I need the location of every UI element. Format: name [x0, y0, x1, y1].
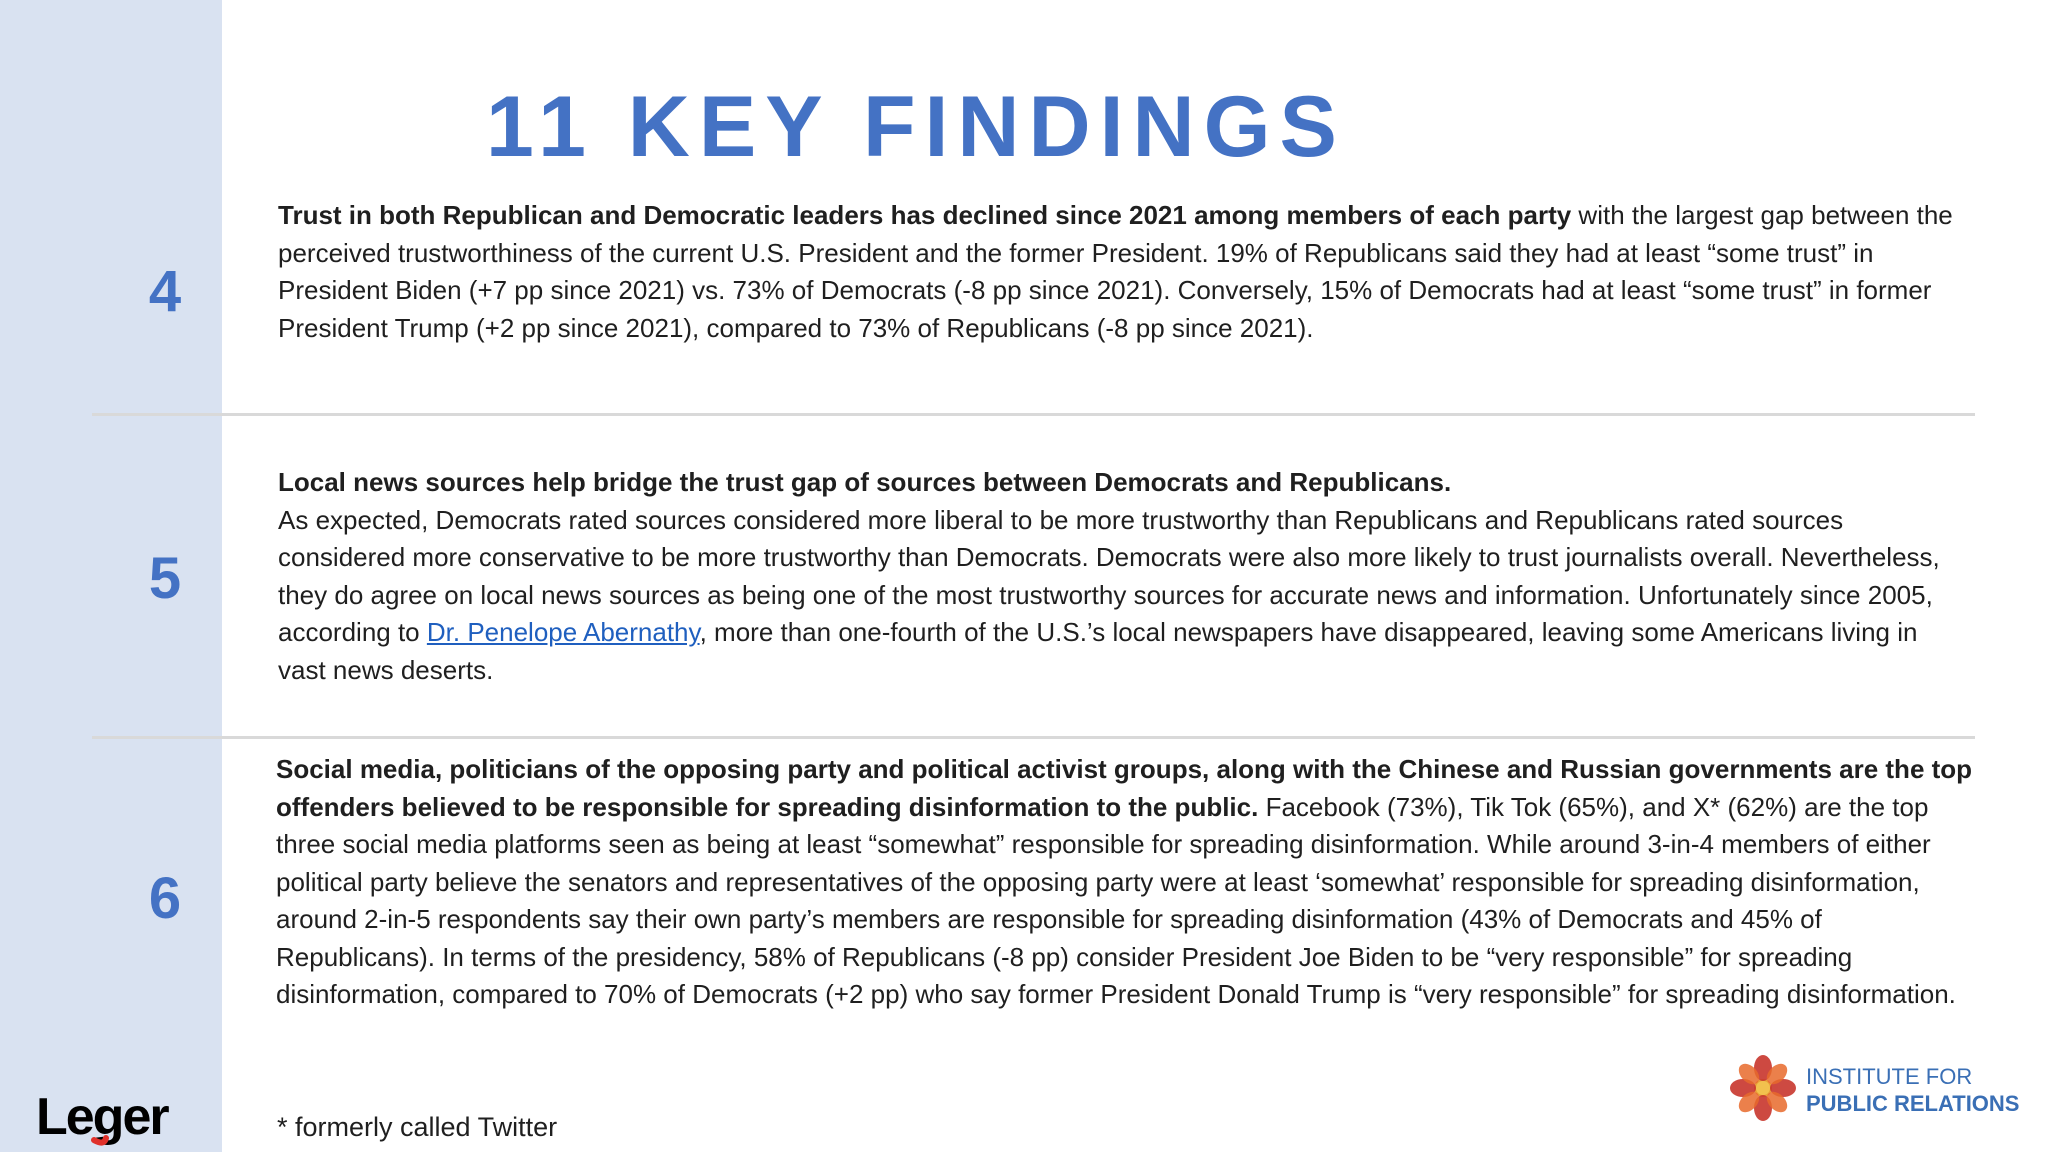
finding-6-text: [276, 751, 1976, 1014]
ipr-line-1: INSTITUTE FOR: [1806, 1064, 1973, 1089]
leger-logo: [36, 1082, 186, 1152]
ipr-flower-logo-icon: [1728, 1053, 1798, 1123]
ipr-line-2: PUBLIC RELATIONS: [1806, 1091, 2020, 1116]
finding-5-text: [278, 464, 1968, 689]
leger-logo-icon: [36, 1082, 186, 1152]
finding-4-body: with the largest gap between the perceived trustworthiness of the current U.S. President and the former President. 19% of Republicans said they had at least “some trust” in President Biden (+7 pp since 2021) vs. 73% of Democrats (-8 pp since 2021). Conversely, 15% of Democrats had at least “some trust” in former President Trump (+2 pp since 2021), compared to 73% of Republicans (-8 pp since 2021).: [278, 200, 1953, 343]
abernathy-link[interactable]: Dr. Penelope Abernathy: [426, 617, 700, 647]
footnote: * formerly called Twitter: [277, 1112, 558, 1142]
finding-4-text: [278, 197, 1968, 347]
leger-wordmark: Leger: [36, 1088, 168, 1146]
finding-5-headline: Local news sources help bridge the trust gap of sources between Democrats and Republicans.: [278, 467, 1452, 497]
finding-4-headline: Trust in both Republican and Democratic leaders has declined since 2021 among members of each party: [278, 200, 1572, 230]
finding-5-body: As expected, Democrats rated sources considered more liberal to be more trustworthy than Republicans and Republicans rated sources considered more conservative to be more trustworthy than Democrats. Democrats were also more likely to trust journalists overall. Nevertheless, they do agree on local news sources as being one of the most trustworthy sources for accurate news and information. Unfortunately since 2005, according to: [278, 504, 1940, 647]
finding-number-4: 4: [148, 259, 182, 324]
finding-number-5: 5: [148, 546, 182, 611]
finding-6-headline: Social media, politicians of the opposing party and political activist groups, along with the Chinese and Russian governments are the top offenders believed to be responsible for spreading disinformation to the public.: [276, 754, 1973, 822]
ipr-logo-text: [1806, 1063, 2019, 1117]
divider-2: [92, 736, 1975, 739]
finding-number-6: 6: [148, 866, 182, 931]
finding-5-body-end: , more than one-fourth of the U.S.’s local newspapers have disappeared, leaving some Americans living in vast news deserts.: [278, 617, 1918, 685]
finding-6-body: Facebook (73%), Tik Tok (65%), and X* (62%) are the top three social media platforms seen as being at least “somewhat” responsible for spreading disinformation. While around 3-in-4 members of either political party believe the senators and representatives of the opposing party were at least ‘somewhat’ responsible for spreading disinformation, around 2-in-5 respondents say their own party’s members are responsible for spreading disinformation (43% of Democrats and 45% of Republicans). In terms of the presidency, 58% of Republicans (-8 pp) consider President Joe Biden to be “very responsible” for spreading disinformation, compared to 70% of Democrats (+2 pp) who say former President Donald Trump is “very responsible” for spreading disinformation.: [276, 791, 1956, 1009]
slide-title: 11 KEY FINDINGS: [486, 79, 1346, 175]
divider-1: [92, 413, 1975, 416]
